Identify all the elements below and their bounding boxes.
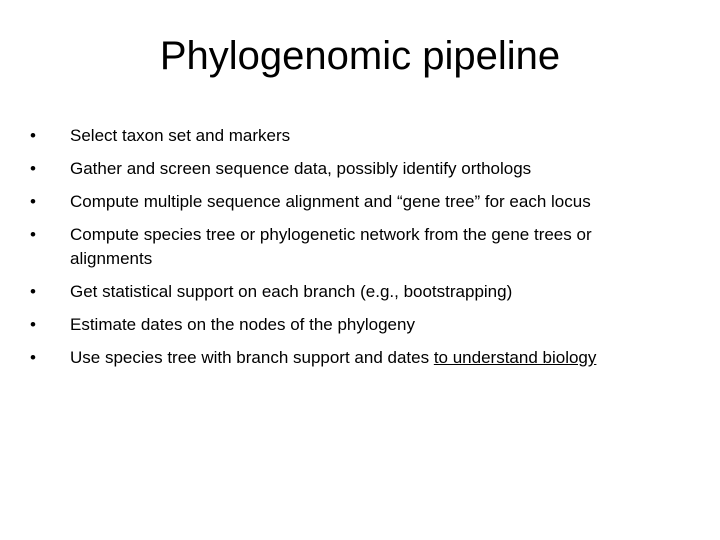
bullet-text: Gather and screen sequence data, possibly identify orthologs xyxy=(70,159,532,178)
bullet-text: Use species tree with branch support and dates xyxy=(70,348,434,367)
bullet-text: Get statistical support on each branch (e.g., bootstrapping) xyxy=(70,282,513,301)
bullet-icon: • xyxy=(30,192,36,211)
bullet-icon: • xyxy=(30,225,36,244)
bullet-item-alignment xyxy=(30,190,670,214)
bullet-item-use-species-tree xyxy=(30,346,670,370)
bullet-item-species-tree xyxy=(30,223,670,271)
bullet-item-estimate-dates xyxy=(30,313,670,337)
bullet-item-select-taxon xyxy=(30,124,670,148)
bullet-icon: • xyxy=(30,159,36,178)
bullet-text: Compute species tree or phylogenetic network from the gene trees or alignments xyxy=(70,225,592,268)
slide-title: Phylogenomic pipeline xyxy=(159,34,561,78)
bullet-text: Select taxon set and markers xyxy=(70,126,291,145)
bullet-list xyxy=(30,124,670,379)
bullet-item-gather-data xyxy=(30,157,670,181)
bullet-icon: • xyxy=(30,126,36,145)
bullet-icon: • xyxy=(30,315,36,334)
bullet-text: Compute multiple sequence alignment and “gene tree” for each locus xyxy=(70,192,591,211)
bullet-icon: • xyxy=(30,348,36,367)
bullet-item-statistical-support xyxy=(30,280,670,304)
bullet-text: Estimate dates on the nodes of the phylogeny xyxy=(70,315,415,334)
bullet-icon: • xyxy=(30,282,36,301)
bullet-underlined-text: to understand biology xyxy=(433,348,597,367)
